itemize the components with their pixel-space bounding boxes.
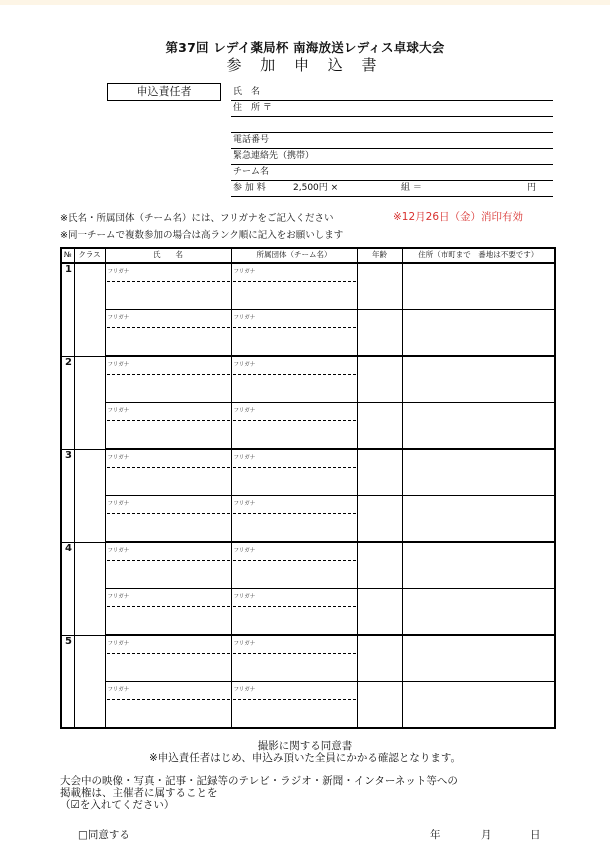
name-cell[interactable]: [105, 356, 231, 403]
consent-body-line: （☑を入れてください）: [60, 799, 175, 811]
furigana-label: フリガナ: [107, 501, 130, 507]
team-cell[interactable]: [231, 310, 357, 357]
furigana-label: フリガナ: [107, 315, 130, 321]
furigana-label: フリガナ: [107, 687, 130, 693]
address-cell[interactable]: [402, 589, 555, 636]
team-cell[interactable]: [231, 542, 357, 589]
month-label: 月: [481, 829, 492, 841]
age-cell[interactable]: [357, 310, 402, 357]
team-cell[interactable]: [231, 496, 357, 543]
emergency-label: 緊急連絡先（携帯）: [233, 151, 315, 161]
class-cell[interactable]: [74, 356, 105, 449]
age-cell[interactable]: [357, 449, 402, 496]
header-age: 年齢: [357, 248, 402, 263]
table-row: [61, 310, 555, 357]
entry-number: 2: [61, 356, 74, 449]
name-cell[interactable]: [105, 310, 231, 357]
furigana-label: フリガナ: [107, 548, 130, 554]
applicant-address-field[interactable]: [231, 102, 553, 117]
team-cell[interactable]: [231, 449, 357, 496]
team-cell[interactable]: [231, 403, 357, 450]
groups-label: 組 ＝: [401, 183, 422, 193]
address-cell[interactable]: [402, 682, 555, 729]
entry-number: 1: [61, 263, 74, 356]
name-cell[interactable]: [105, 589, 231, 636]
furigana-label: フリガナ: [233, 548, 256, 554]
entry-number: 4: [61, 542, 74, 635]
entry-number: 3: [61, 449, 74, 542]
header-name: 氏 名: [105, 248, 231, 263]
age-cell[interactable]: [357, 589, 402, 636]
page-subtitle: 参 加 申 込 書: [226, 56, 384, 74]
team-cell[interactable]: [231, 635, 357, 682]
address-cell[interactable]: [402, 263, 555, 310]
age-cell[interactable]: [357, 682, 402, 729]
consent-title: 撮影に関する同意書: [257, 740, 353, 752]
address-cell[interactable]: [402, 635, 555, 682]
name-cell[interactable]: [105, 682, 231, 729]
address-cell[interactable]: [402, 542, 555, 589]
table-row: [61, 496, 555, 543]
class-cell[interactable]: [74, 263, 105, 356]
day-label: 日: [530, 829, 541, 841]
class-cell[interactable]: [74, 449, 105, 542]
furigana-label: フリガナ: [107, 594, 130, 600]
entry-number: 5: [61, 635, 74, 728]
address-cell[interactable]: [402, 496, 555, 543]
age-cell[interactable]: [357, 356, 402, 403]
age-cell[interactable]: [357, 496, 402, 543]
applicant-name-field[interactable]: [231, 86, 553, 101]
class-cell[interactable]: [74, 635, 105, 728]
consent-body: [60, 775, 458, 811]
table-row: [61, 589, 555, 636]
applicant-address-line2[interactable]: [231, 118, 553, 133]
top-band: [0, 0, 610, 5]
table-row: [61, 449, 555, 496]
furigana-label: フリガナ: [233, 269, 256, 275]
consent-body-line: 掲載権は、主催者に属することを: [60, 787, 218, 799]
consent-body-line: 大会中の映像・写真・記事・記録等のテレビ・ラジオ・新聞・インターネット等への: [60, 775, 458, 787]
name-cell[interactable]: [105, 263, 231, 310]
furigana-label: フリガナ: [233, 455, 256, 461]
team-label: チーム名: [233, 167, 270, 177]
name-cell[interactable]: [105, 635, 231, 682]
furigana-label: フリガナ: [233, 315, 256, 321]
team-cell[interactable]: [231, 263, 357, 310]
furigana-label: フリガナ: [107, 641, 130, 647]
team-cell[interactable]: [231, 589, 357, 636]
phone-label: 電話番号: [233, 135, 270, 145]
fee-value: 2,500円 ×: [293, 183, 339, 193]
name-cell[interactable]: [105, 449, 231, 496]
table-row: [61, 356, 555, 403]
age-cell[interactable]: [357, 403, 402, 450]
team-cell[interactable]: [231, 682, 357, 729]
table-row: [61, 403, 555, 450]
applicant-box-label: 申込責任者: [107, 83, 221, 101]
name-cell[interactable]: [105, 496, 231, 543]
applicant-phone-field[interactable]: [231, 134, 553, 149]
furigana-label: フリガナ: [233, 594, 256, 600]
name-cell[interactable]: [105, 542, 231, 589]
fee-label: 参 加 料: [233, 183, 266, 193]
address-cell[interactable]: [402, 449, 555, 496]
table-row: [61, 682, 555, 729]
table-row: [61, 542, 555, 589]
address-cell[interactable]: [402, 356, 555, 403]
furigana-label: フリガナ: [107, 269, 130, 275]
furigana-label: フリガナ: [107, 362, 130, 368]
furigana-label: フリガナ: [233, 362, 256, 368]
name-cell[interactable]: [105, 403, 231, 450]
deadline-note: ※12月26日（金）消印有効: [393, 211, 524, 223]
consent-subtitle: ※申込責任者はじめ、申込み頂いた全員にかかる確認となります。: [148, 752, 462, 764]
furigana-label: フリガナ: [107, 455, 130, 461]
age-cell[interactable]: [357, 263, 402, 310]
applicant-emergency-field[interactable]: [231, 150, 553, 165]
furigana-label: フリガナ: [233, 641, 256, 647]
furigana-label: フリガナ: [233, 408, 256, 414]
name-label: 氏 名: [233, 87, 261, 97]
agree-checkbox[interactable]: □同意する: [78, 829, 130, 841]
year-label: 年: [430, 829, 441, 841]
entries-table: [60, 247, 556, 729]
header-team: 所属団体（チーム名）: [231, 248, 357, 263]
table-row: [61, 263, 555, 310]
yen-label: 円: [527, 183, 537, 193]
address-cell[interactable]: [402, 310, 555, 357]
applicant-team-field[interactable]: [231, 166, 553, 181]
furigana-label: フリガナ: [233, 501, 256, 507]
page-title: 第37回 レデイ薬局杯 南海放送レディス卓球大会: [165, 40, 445, 55]
age-cell[interactable]: [357, 542, 402, 589]
address-cell[interactable]: [402, 403, 555, 450]
table-header-row: [61, 248, 555, 263]
table-row: [61, 635, 555, 682]
furigana-label: フリガナ: [233, 687, 256, 693]
team-cell[interactable]: [231, 356, 357, 403]
header-address: 住所（市町まで 番地は不要です）: [402, 248, 555, 263]
applicant-fee-field[interactable]: [231, 182, 553, 197]
header-no: №: [61, 248, 74, 263]
furigana-label: フリガナ: [107, 408, 130, 414]
furigana-note: ※氏名・所属団体（チーム名）には、フリガナをご記入ください: [60, 213, 334, 224]
header-class: クラス: [74, 248, 105, 263]
address-label: 住 所 〒: [233, 103, 272, 113]
age-cell[interactable]: [357, 635, 402, 682]
multi-team-note: ※同一チームで複数参加の場合は高ランク順に記入をお願いします: [60, 230, 344, 241]
class-cell[interactable]: [74, 542, 105, 635]
